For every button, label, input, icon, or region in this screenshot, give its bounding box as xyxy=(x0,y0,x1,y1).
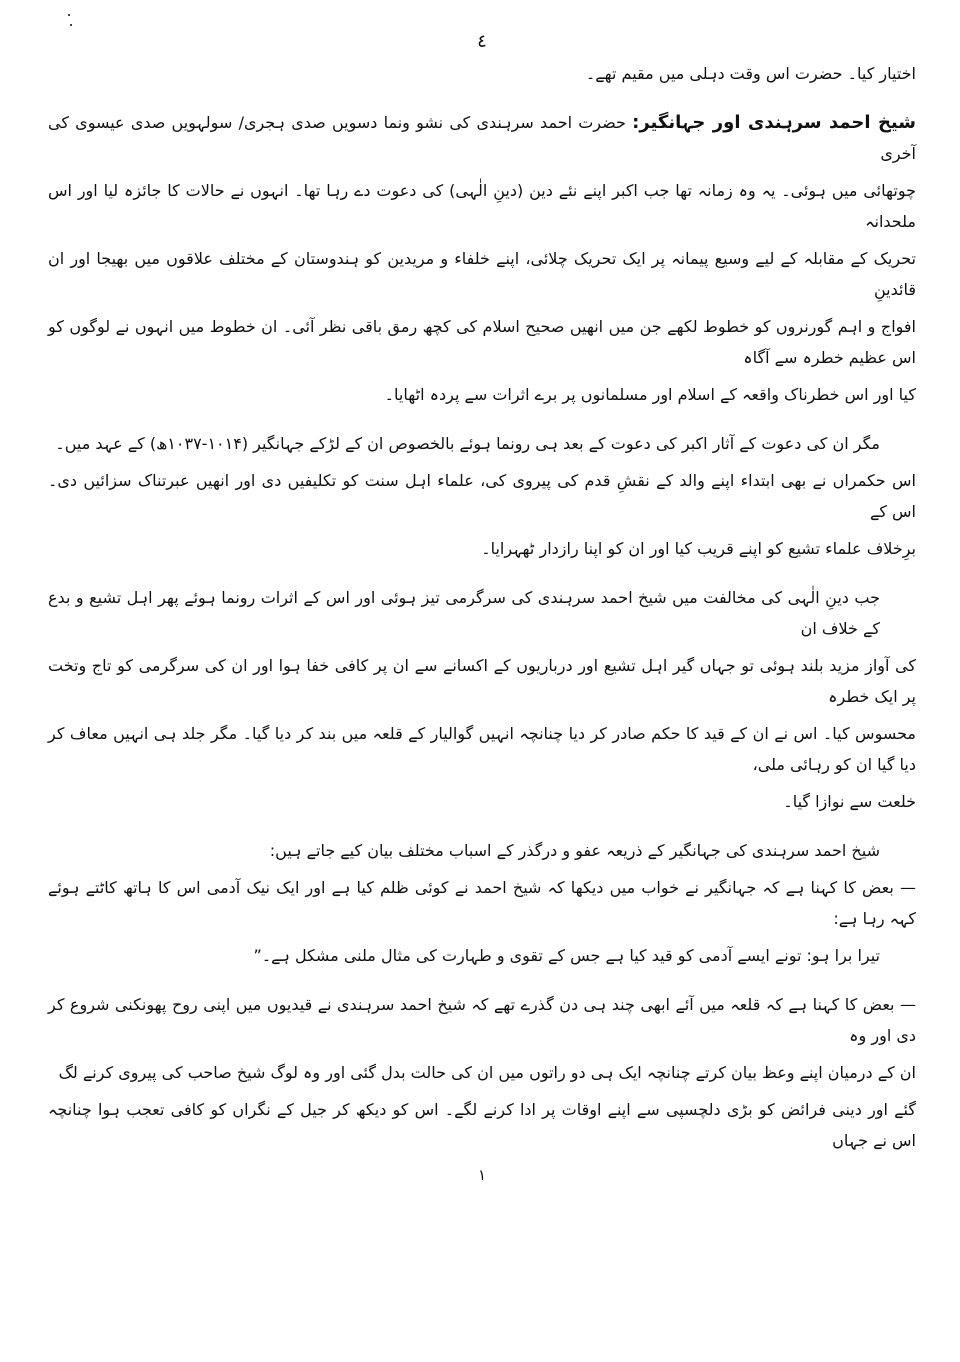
text-line: اس حکمراں نے بھی ابتداء اپنے والد کے نقشِ قدم کی پیروی کی، علماء اہل سنت کو تکلیفیں دی اور انھیں عبرتناک سزائیں دی۔ اس کے xyxy=(48,471,916,521)
text-line xyxy=(48,428,916,459)
text-line xyxy=(48,107,916,169)
text-line: اختیار کیا۔ حضرت اس وقت دہلی میں مقیم تھے۔ xyxy=(585,64,916,83)
section-heading: شیخ احمد سرہندی اور جہانگیر: xyxy=(632,112,916,133)
text-line: تیرا برا ہو: تونے ایسے آدمی کو قید کیا ہے جس کے تقوی و طہارت کی مثال ملنی مشکل ہے۔” xyxy=(253,946,880,965)
text-line: ان کے درمیان اپنے وعظ بیان کرتے چنانچہ ایک ہی دو راتوں میں ان کی حالت بدل گئی اور وہ لوگ شیخ صاحب کی پیروی کرنے لگ xyxy=(58,1063,916,1082)
page-number-top: ٤ xyxy=(477,31,487,52)
page-number-bottom: ١ xyxy=(477,1166,487,1184)
scan-speck xyxy=(70,24,72,26)
text-line: برِخلاف علماء تشیع کو اپنے قریب کیا اور ان کو اپنا رازدار ٹھہرایا۔ xyxy=(481,539,916,558)
text-line: خلعت سے نوازا گیا۔ xyxy=(783,792,916,811)
text-line-part: کے عہد میں۔ xyxy=(55,434,145,453)
text-line: کیا اور اس خطرناک واقعہ کے اسلام اور مسلمانوں پر برے اثرات سے پردہ اٹھایا۔ xyxy=(384,385,916,404)
text-line: گئے اور دینی فرائض کو بڑی دلچسپی سے اپنے اوقات پر ادا کرنے لگے۔ اس کو دیکھ کر جیل کے نگراں کو کافی تعجب ہوا چنانچہ اس نے جہاں xyxy=(48,1100,916,1150)
scan-speck xyxy=(68,14,70,16)
text-line: افواج و اہم گورنروں کو خطوط لکھے جن میں انھیں صحیح اسلام کی کچھ رمق باقی نظر آئی۔ ان خطوط میں انہوں نے لوگوں کو اس عظیم خطرہ سے آگاہ xyxy=(48,317,916,367)
text-line-part: مگر ان کی دعوت کے آثار اکبر کی دعوت کے بعد ہی رونما ہوئے بالخصوص ان کے لڑکے جہانگیر (۱۰۱۴-۱۰۳۷ھ) xyxy=(149,434,880,453)
text-line: کی آواز مزید بلند ہوئی تو جہاں گیر اہل تشیع اور درباریوں کے اکسانے سے ان پر کافی خفا ہوا اور ان کی سرگرمی کو تاج وتخت پر ایک خطرہ xyxy=(48,656,916,706)
text-line: — بعض کا کہنا ہے کہ قلعہ میں آئے ابھی چند ہی دن گذرے تھے کہ شیخ احمد سرہندی نے قیدیوں میں اپنی روح پھونکنی شروع کر دی اور وہ xyxy=(48,995,916,1045)
text-line: — بعض کا کہنا ہے کہ جہانگیر نے خواب میں دیکھا کہ شیخ احمد نے کوئی ظلم کیا ہے اور ایک نیک آدمی اس کا ہاتھ کاٹتے ہوئے کہہ رہا ہے: xyxy=(48,878,916,928)
text-line: تحریک کے مقابلہ کے لیے وسیع پیمانہ پر ایک تحریک چلائی، اپنے خلفاء و مریدین کو ہندوستان کے مختلف علاقوں میں بھیجا اور ان قائدینِ xyxy=(48,249,916,299)
text-line: جب دینِ الٰہی کی مخالفت میں شیخ احمد سرہندی کی سرگرمی تیز ہوئی اور اس کے اثرات رونما ہوئے پھر اہل تشیع و بدع کے خلاف ان xyxy=(48,588,880,638)
text-line: محسوس کیا۔ اس نے ان کے قید کا حکم صادر کر دیا چنانچہ انہیں گوالیار کے قلعہ میں بند کر دیا گیا۔ مگر جلد ہی انہیں معاف کر دیا گیا ان کو رہائی ملی، xyxy=(48,724,916,774)
text-line: شیخ احمد سرہندی کی جہانگیر کے ذریعہ عفو و درگذر کے اسباب مختلف بیان کیے جاتے ہیں: xyxy=(269,841,880,860)
text-line-rest: حضرت احمد سرہندی کی نشو ونما دسویں صدی ہجری/ سولہویں صدی عیسوی کی آخری xyxy=(48,113,916,163)
text-line: چوتھائی میں ہوئی۔ یہ وہ زمانہ تھا جب اکبر اپنے نئے دین (دینِ الٰہی) کی دعوت دے رہا تھا۔ انہوں نے حالات کا جائزہ لیا اور اس ملحدانہ xyxy=(48,181,916,231)
